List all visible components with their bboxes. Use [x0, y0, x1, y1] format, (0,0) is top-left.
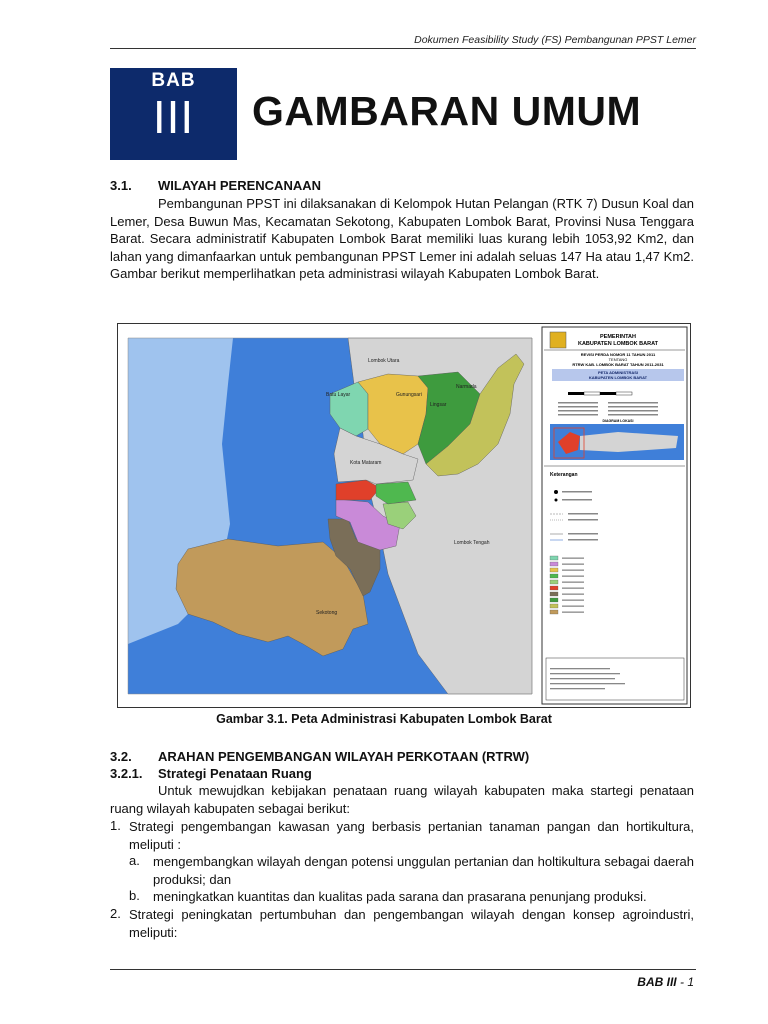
list-item: Strategi pengembangan kawasan yang berbasis pertanian tanaman pangan dan hortikultura, meliputi :: [129, 819, 694, 852]
legend-panel: [542, 327, 687, 704]
legend-swatch: [550, 610, 558, 614]
section-heading-3-1: [110, 178, 321, 193]
map-graphic: [118, 324, 690, 707]
page-footer: [637, 975, 694, 989]
list-item: Strategi peningkatan pertumbuhan dan pengembangan wilayah dengan konsep agroindustri, meliputi:: [129, 907, 694, 940]
scale-bar: [568, 392, 632, 395]
legend-swatch: [550, 580, 558, 584]
map-label-lingsar: Lingsar: [430, 402, 447, 408]
legend-subtitle-line-2: TENTANG: [608, 357, 628, 362]
legend-swatch-label: [562, 570, 584, 571]
map-label-batu-layar: Batu Layar: [326, 392, 351, 398]
legend-swatch: [550, 586, 558, 590]
regency-logo: [550, 332, 566, 348]
legend-swatch-label: [562, 588, 584, 589]
map-label-gunungsari: Gunungsari: [396, 392, 422, 398]
map-label-lombok-utara: Lombok Utara: [368, 358, 400, 364]
legend-swatch: [550, 598, 558, 602]
map-label-narmada: Narmada: [456, 384, 477, 390]
map-label-lombok-tengah: Lombok Tengah: [454, 540, 490, 546]
legend-swatch-label: [562, 576, 584, 577]
footer-chapter: BAB III: [637, 975, 677, 989]
section-heading-3-2: [110, 749, 529, 764]
chapter-title: GAMBARAN UMUM: [252, 88, 642, 134]
map-label-sekotong: Sekotong: [316, 610, 338, 616]
list-marker: b.: [129, 888, 140, 903]
legend-swatch: [550, 556, 558, 560]
legend-subtitle-line-1: REVISI PERDA NOMOR 11 TAHUN 2011: [580, 352, 656, 357]
list-item: meningkatkan kuantitas dan kualitas pada sarana dan prasarana penunjang produksi.: [153, 889, 647, 904]
legend-swatch: [550, 592, 558, 596]
section-paragraph-3-2-1: Untuk mewujdkan kebijakan penataan ruang wilayah kabupaten maka startegi penataan ruang wilayah kabupaten sebagai berikut:: [110, 783, 694, 816]
list-marker: 2.: [110, 906, 121, 921]
page-number: - 1: [679, 975, 694, 989]
section-title: ARAHAN PENGEMBANGAN WILAYAH PERKOTAAN (RTRW): [158, 749, 530, 764]
map-title-line-2: KABUPATEN LOMBOK BARAT: [588, 375, 648, 380]
document-header: Dokumen Feasibility Study (FS) Pembangunan PPST Lemer: [414, 34, 696, 46]
footer-divider: [110, 969, 696, 970]
legend-title-line-1: PEMERINTAH: [600, 334, 636, 340]
legend-title-line-2: KABUPATEN LOMBOK BARAT: [577, 341, 659, 347]
list-marker: 1.: [110, 818, 121, 833]
list-item: mengembangkan wilayah dengan potensi unggulan pertanian dan holtikultura sebagai daerah produksi; dan: [153, 854, 694, 887]
section-number: 3.2.: [110, 749, 132, 764]
section-number: 3.2.1.: [110, 766, 143, 781]
legend-swatch: [550, 604, 558, 608]
chapter-number: III: [152, 91, 195, 143]
map-label-kota-mataram: Kota Mataram: [350, 460, 382, 466]
chapter-badge: [110, 68, 237, 160]
legend-swatch: [550, 568, 558, 572]
legend-swatch-label: [562, 606, 584, 607]
section-heading-3-2-1: [110, 766, 312, 781]
figure-caption: Gambar 3.1. Peta Administrasi Kabupaten Lombok Barat: [216, 712, 552, 726]
administrative-map-figure: [117, 323, 691, 708]
legend-swatch-label: [562, 594, 584, 595]
legend-swatch-label: [562, 582, 584, 583]
legend-swatch-label: [562, 558, 584, 559]
legend-subtitle-line-3: RTRW KAB. LOMBOK BARAT TAHUN 2011-2031: [572, 362, 664, 367]
chapter-label: BAB: [151, 70, 196, 91]
section-title: WILAYAH PERENCANAAN: [158, 178, 322, 193]
map-title-line-1: PETA ADMINISTRASI: [597, 370, 639, 375]
header-divider: [110, 48, 696, 49]
section-title: Strategi Penataan Ruang: [158, 766, 312, 781]
legend-swatch-label: [562, 612, 584, 613]
legend-swatch-label: [562, 564, 584, 565]
legend-swatch: [550, 574, 558, 578]
section-paragraph-3-1: Pembangunan PPST ini dilaksanakan di Kelompok Hutan Pelangan (RTK 7) Dusun Koal dan Lemer, Desa Buwun Mas, Kecamatan Sekotong, Kabupaten Lombok Barat, Provinsi Nusa Tenggara Barat. Secara administratif Kabupaten Lombok Barat memiliki luas kurang lebih 1053,92 Km2, dan lahan yang dimanfaarkan untuk pembangunan PPST Lemer ini adalah seluas 147 Ha atau 1,47 Km2. Gambar berikut memperlihatkan peta administrasi wilayah Kabupaten Lombok Barat.: [110, 196, 694, 282]
legend-swatch-label: [562, 600, 584, 601]
section-number: 3.1.: [110, 178, 132, 193]
list-marker: a.: [129, 853, 140, 868]
inset-label: DIAGRAM LOKASI: [602, 419, 634, 423]
legend-swatch: [550, 562, 558, 566]
legend-keterangan: Keterangan: [550, 472, 578, 478]
